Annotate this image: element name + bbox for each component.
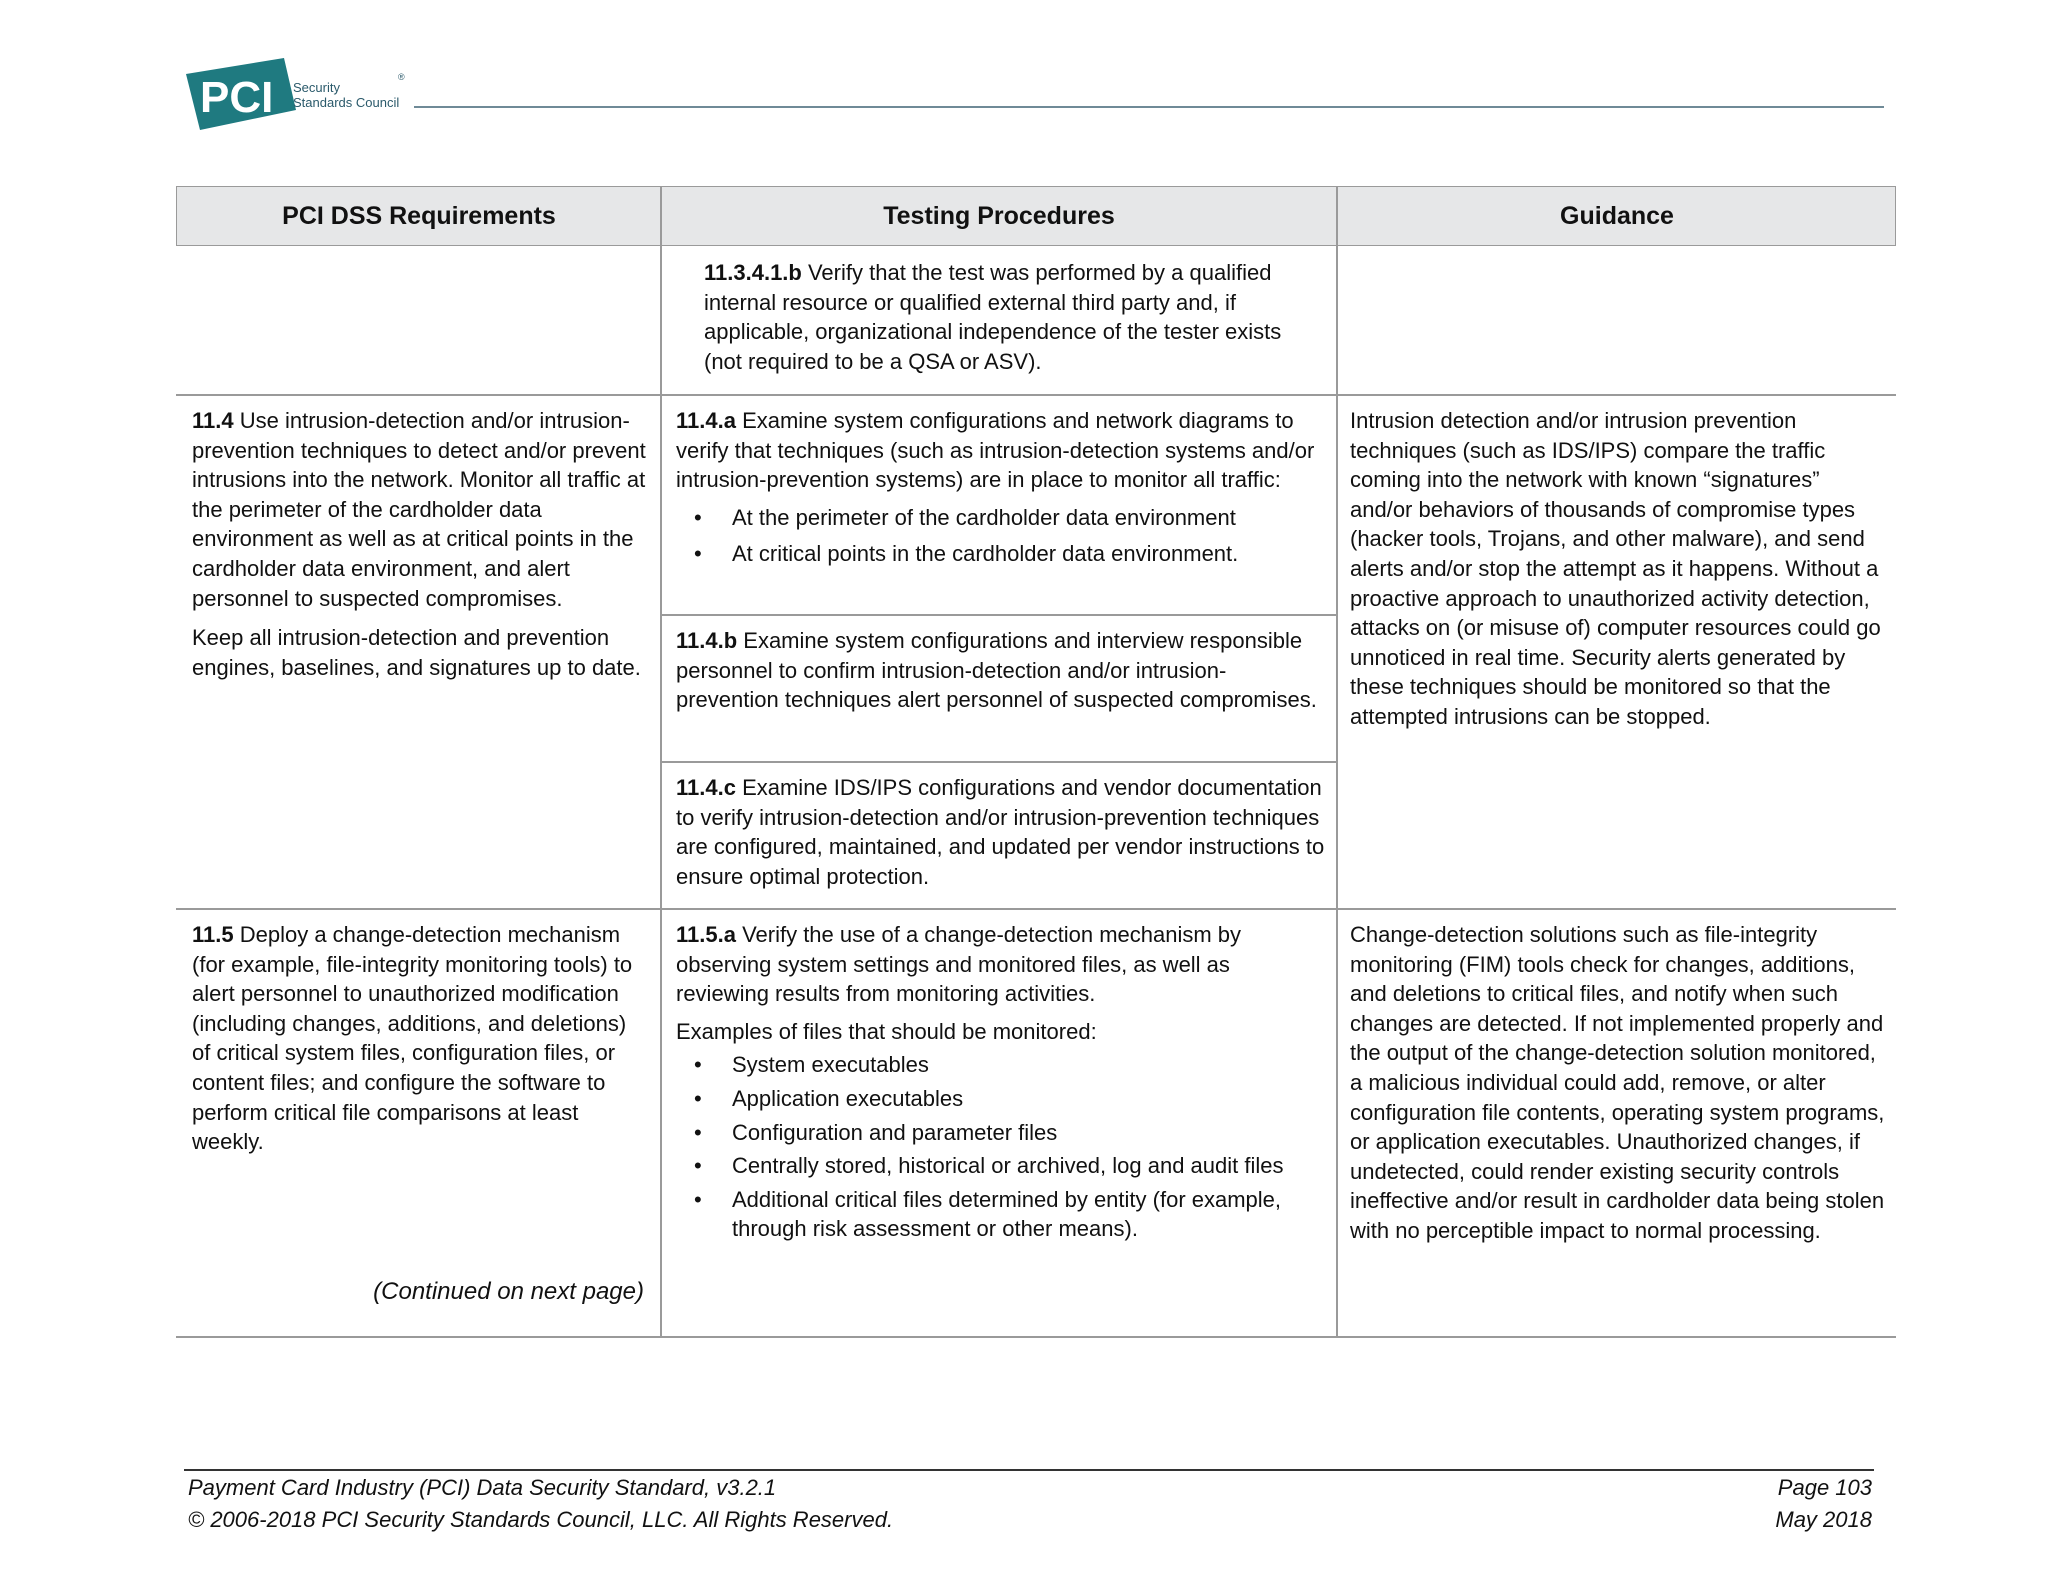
pci-logo-mark: PCI: [200, 73, 274, 122]
pci-logo: [186, 58, 416, 134]
column-header-requirements: PCI DSS Requirements: [282, 202, 556, 230]
test-id: 11.3.4.1.b: [704, 260, 802, 285]
test-id: 11.4.a: [676, 408, 736, 433]
guidance-11-5: [1350, 920, 1888, 1246]
header-divider: [1336, 186, 1338, 246]
guidance-11-4: [1350, 406, 1888, 732]
guidance-text: Intrusion detection and/or intrusion prevention techniques (such as IDS/IPS) compare the traffic coming into the network with known “signatures” and/or behaviors of thousands of compromise types (hacker tools, Trojans, and other malware), and send alerts and/or stop the attempt as it happens. Without a proactive approach to unauthorized activity detection, attacks on (or misuse of) computer resources could go unnoticed in real time. Security alerts generated by these techniques should be monitored so that the attempted intrusions can be stopped.: [1350, 408, 1881, 729]
logo-line-2: Standards Council: [293, 95, 400, 110]
column-header-testing: Testing Procedures: [883, 202, 1115, 230]
requirement-11-4: [192, 406, 648, 682]
header-rule: [414, 106, 1884, 108]
copyright: © 2006-2018 PCI Security Standards Council, LLC. All Rights Reserved.: [188, 1507, 894, 1532]
bullet-list: [676, 503, 1328, 569]
requirement-id: 11.5: [192, 922, 234, 947]
column-divider: [1336, 246, 1338, 1338]
guidance-text: Change-detection solutions such as file-integrity monitoring (FIM) tools check for changes, additions, and deletions to critical files, and notify when such changes are detected. If not implemented properly and the output of the change-detection solution monitored, a malicious individual could add, remove, or alter configuration file contents, operating system programs, or application executables. Unauthorized changes, if undetected, could render existing security controls ineffective and/or result in cardholder data being stolen with no perceptible impact to normal processing.: [1350, 922, 1885, 1243]
bullet-list: [676, 1050, 1328, 1244]
page-header: [0, 0, 2048, 140]
test-text: Verify the use of a change-detection mechanism by observing system settings and monitored files, as well as reviewing results from monitoring activities.: [676, 922, 1242, 1007]
test-text: Examine IDS/IPS configurations and vendor documentation to verify intrusion-detection and/or intrusion-prevention techniques are configured, maintained, and updated per vendor instructions to ensure optimal protection.: [676, 775, 1325, 889]
registered-mark: ®: [398, 72, 405, 82]
list-item: • Centrally stored, historical or archived, log and audit files: [676, 1151, 1328, 1181]
test-text: Verify that the test was performed by a qualified internal resource or qualified external third party and, if applicable, organizational independence of the tester exists (not required to be a QSA or ASV).: [704, 260, 1282, 374]
document-date: May 2018: [1775, 1507, 1872, 1532]
test-text: Examine system configurations and network diagrams to verify that techniques (such as intrusion-detection systems and/or intrusion-prevention systems) are in place to monitor all traffic:: [676, 408, 1315, 493]
list-item: • At the perimeter of the cardholder data environment: [676, 503, 1328, 533]
test-11-5-a: [676, 920, 1328, 1244]
row-separator: [176, 908, 1896, 910]
requirement-text-2: Keep all intrusion-detection and prevention engines, baselines, and signatures up to date.: [192, 625, 641, 680]
test-11-4-a: [676, 406, 1328, 569]
sub-row-separator: [660, 614, 1336, 616]
document-title: Payment Card Industry (PCI) Data Security Standard, v3.2.1: [188, 1475, 777, 1500]
test-id: 11.5.a: [676, 922, 736, 947]
requirement-text: Deploy a change-detection mechanism (for example, file-integrity monitoring tools) to alert personnel to unauthorized modification (including changes, additions, and deletions) of critical system files, configuration files, or content files; and configure the software to perform critical file comparisons at least weekly.: [192, 922, 633, 1155]
sub-row-separator: [660, 761, 1336, 763]
footer-rule: [184, 1469, 1874, 1471]
list-item: • Configuration and parameter files: [676, 1118, 1328, 1148]
examples-label: Examples of files that should be monitored:: [676, 1018, 1097, 1044]
list-item: • System executables: [676, 1050, 1328, 1080]
test-id: 11.4.c: [676, 775, 736, 800]
list-item: • At critical points in the cardholder data environment.: [676, 539, 1328, 569]
row-separator: [176, 1336, 1896, 1338]
requirement-text: Use intrusion-detection and/or intrusion-prevention techniques to detect and/or prevent intrusions into the network. Monitor all traffic at the perimeter of the cardholder data environment as well as at critical points in the cardholder data environment, and alert personnel to suspected compromises.: [192, 408, 646, 611]
column-header-guidance: Guidance: [1560, 202, 1674, 230]
header-divider: [660, 186, 662, 246]
pci-logo-icon: [186, 58, 296, 134]
table-header-row: [176, 186, 1896, 246]
row-separator: [176, 394, 1896, 396]
column-divider: [660, 246, 662, 1338]
test-text: Examine system configurations and interview responsible personnel to confirm intrusion-detection and/or intrusion-prevention techniques alert personnel of suspected compromises.: [676, 628, 1317, 713]
footer-right: [1775, 1472, 1872, 1536]
test-11-4-b: [676, 626, 1328, 715]
test-id: 11.4.b: [676, 628, 738, 653]
footer-left: [188, 1472, 893, 1536]
test-11-4-c: [676, 773, 1328, 891]
logo-text: [293, 80, 399, 110]
continued-note: (Continued on next page): [373, 1278, 644, 1305]
requirement-11-5: [192, 920, 648, 1157]
logo-line-1: Security: [293, 80, 340, 95]
page-number: Page 103: [1777, 1475, 1872, 1500]
test-11-3-4-1-b: [704, 258, 1316, 376]
list-item: • Additional critical files determined by entity (for example, through risk assessment or other means).: [676, 1185, 1328, 1244]
list-item: • Application executables: [676, 1084, 1328, 1114]
requirement-id: 11.4: [192, 408, 234, 433]
